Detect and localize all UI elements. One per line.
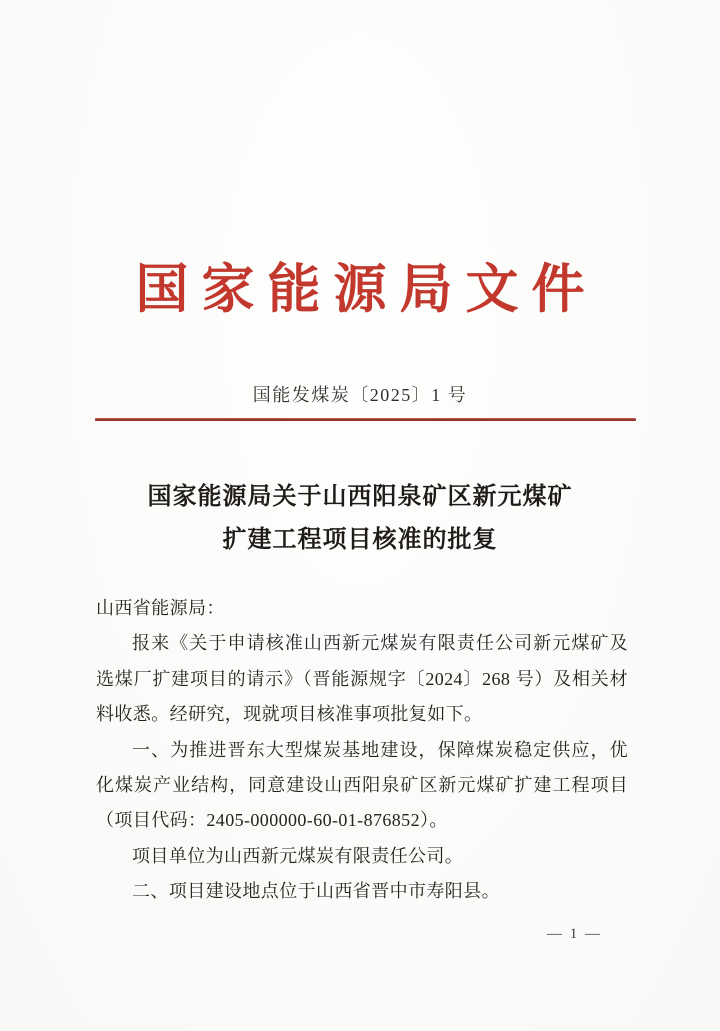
document-title (0, 476, 720, 562)
body-paragraph: 一、为推进晋东大型煤炭基地建设，保障煤炭稳定供应，优化煤炭产业结构，同意建设山西阳泉矿区新元煤矿扩建工程项目（项目代码：2405-000000-60-01-876852）。 (96, 739, 628, 831)
body-paragraph: 二、项目建设地点位于山西省晋中市寿阳县。 (132, 881, 500, 902)
body-paragraph: 项目单位为山西新元煤炭有限责任公司。 (132, 845, 464, 866)
doc-number: 国能发煤炭〔2025〕1 号 (252, 385, 468, 405)
red-divider-rule (95, 418, 636, 421)
page-number: — 1 — (547, 926, 602, 942)
document-body (96, 591, 628, 910)
body-paragraphs (96, 626, 628, 909)
document-title-line1: 国家能源局关于山西阳泉矿区新元煤矿 (147, 484, 573, 510)
document-title-line2: 扩建工程项目核准的批复 (222, 527, 498, 553)
body-paragraph: 报来《关于申请核准山西新元煤炭有限责任公司新元煤矿及选煤厂扩建项目的请示》（晋能源规字〔2024〕268 号）及相关材料收悉。经研究，现就项目核准事项批复如下。 (96, 633, 628, 725)
salutation: 山西省能源局： (96, 598, 225, 618)
agency-header-title: 国家能源局文件 (135, 261, 598, 319)
